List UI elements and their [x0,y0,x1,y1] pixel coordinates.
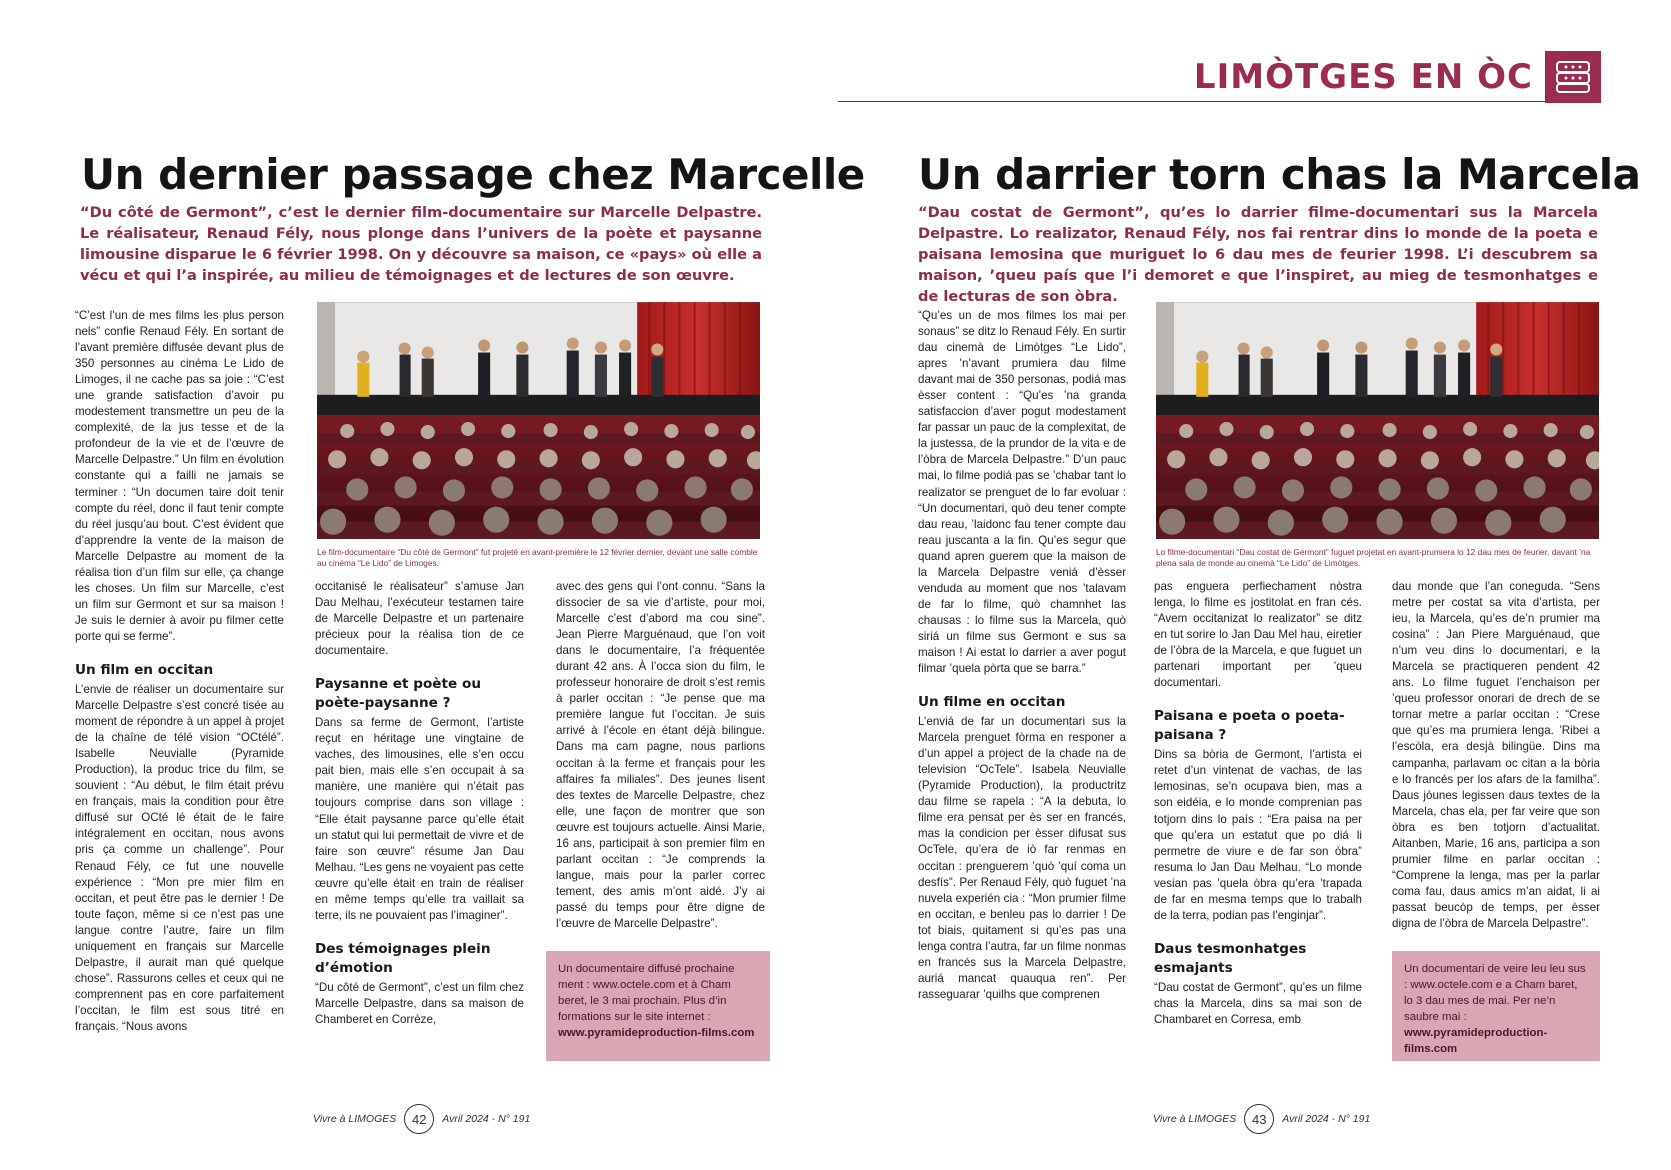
cinema-photo [1156,302,1599,539]
paragraph: avec des gens qui l’ont connu. “Sans la dissocier de sa vie d’artiste, pour moi, Marcelle c’est d’abord ma cou sine”. Jean Pierre Marguénaud, que l’on voit dans le documentaire, l’a fréquentée durant 42 ans. À l’occa sion du film, le professeur honoraire de droit s’est remis à parler occitan : “Je pense que ma première langue fut l’occitan. Je suis arrivé à l’école en étant déjà bilingue. Dans ma cam pagne, nous parlions occitan à la ferme et français pour les affaires fa miliales”. Des jeunes lisent des textes de Marcelle Delpastre, chez elle, une façon de montrer que son œuvre est toujours actuelle. Ainsi Marie, 16 ans, participait à son premier film en parlant occitan : “Je comprends la langue, mais pour la parler correc tement, des amis m’ont aidé. J’y ai passé du temps pour être digne de l’œuvre de Marcelle Delpastre”. [556,580,765,930]
paragraph: occitanisé le réalisateur” s’amuse Jan Dau Melhau, l’exécuteur testamen taire de Marcelle Delpastre et un partenaire précieux pour la réalisa tion de ce documentaire. [315,580,524,658]
info-link[interactable]: www.pyramideproduction-films.com [558,1027,755,1039]
info-box [1392,951,1600,1061]
footer-issue: Avril 2024 - N° 191 [442,1113,531,1125]
footer-magazine: Vivre à LIMOGES [1153,1113,1237,1125]
info-link[interactable]: www.pyramideproduction-films.com [1404,1027,1548,1055]
article-title: Un darrier torn chas la Marcela [918,150,1641,199]
paragraph: “C’est l’un de mes films les plus person nels” confie Renaud Fély. En sortant de l’avant première diffusée devant plus de 350 personnes au cinéma Le Lido de Limoges, il ne cache pas sa joie : “C’est une grande satisfaction d’avoir pu modestement transmettre un peu de la complexité, de la jus tesse et de la profondeur de la vie et de l’œuvre de Marcelle Delpastre.” Un film en évolution constante qui a failli ne jamais se terminer : “Un documen taire doit tenir compte du réel, donc il faut tenir compte du réel jusqu’au bout. C’est évident que d’apprendre la vente de la maison de Marcelle Delpastre au moment de la réalisa tion d’un film sur elle, ça change les choses. Un film sur Marcelle, c’est un film sur Germont et sur sa maison ! Je suis le dernier à avoir pu filmer cette porte qui se ferme”. [75,309,284,643]
column-3 [1392,579,1600,944]
page-number: 43 [1244,1104,1274,1134]
subheading: Des témoignages plein d’émotion [315,940,491,976]
page-number: 42 [404,1104,434,1134]
article-title: Un dernier passage chez Marcelle [81,150,865,199]
footer-issue: Avril 2024 - N° 191 [1282,1113,1371,1125]
paragraph: Dins sa bòria de Germont, l’artista ei retet d’un vintenat de vachas, de las lemosinas, se’n ocupava bien, mas a son eidéia, e lo monde comprenian pas totjorn dins lo país : “Era paisa na per que qu’era un estatut que po diá li permetre de viure e de far son òbra” resuma lo Jan Dau Melhau. “Lo monde vesian pas ’quela òbra qu’era ’trapada de far en mesma temps que lo trabalh de la terra, podian pas l’enginjar”. [1154,748,1362,922]
photo-caption: Le film-documentaire “Du côté de Germont” fut projeté en avant-première le 12 février dernier, devant une salle comble au cinéma “Le Lido” de Limoges. [317,547,758,568]
page-footer [313,1104,530,1134]
cinema-photo [317,302,760,539]
column-2 [315,579,524,1056]
paragraph: “Qu’es un de mos filmes los mai per sonaus” se ditz lo Renaud Fély. En surtir dau cinemà de Limòtges “Le Lido”, apres ’n’avant prumiera dau filme davant mai de 350 personas, podiá mas èsser content : “Qu’es ’na granda satisfaccion d’aver pogut modestament far passar un pauc de la complexitat, de la justessa, de la prundor de la vita e de l’òbra de Marcela Delpastre.” D’un pauc mai, lo filme podiá pas se ’chabar tant lo realizator se prenguet de lo far evoluar : “Un documentari, quò deu tener compte dau reau, ’laidonc fau tener compte dau reau juscanta a la fin. Qu’es segur que quand apren guerem que la maison de la Marcela Delpastre veniá d’èsser venduda au moment que nos ’talavam de far lo filme, quò chamnhet las chausas : lo filme sus la Marcela, quò siriá un filme sus Germont e sus sa maison ! Ai estat lo darrier a aver pogut filmar ’quela pòrta que se barra.” [918,309,1126,676]
column-2 [1154,579,1362,1056]
paragraph: L’enviá de far un documentari sus la Marcela prenguet fòrma en responer a d’un appel a project de la chade na de television “OcTele”. Isabela Neuvialle (Pyramide Production), la productritz dau filme se rapela : “A la debuta, lo filme era pensat per ès ser en francés, mas la condicion per èsser difusat sus OcTele, qu’era de iò far renmas en occitan : prenguerem ’quò ’quí coma un desfís”. Per Renaud Fély, quò fuguet ’na nuvela experién cia : “Mon prumier filme en occitan, e benleu pas lo darrier ! De tot biais, quitament si qu’es pas una lenga contra l’autra, far un filme nonmas en francés sus la Marcela Delpastre, auriá mancat quauqua ren”. Per rasseguarar ’quilhs que comprenen [918,715,1126,1001]
paragraph: pas enguera perfiechament nòstra lenga, lo filme es jostitolat en fran cés. “Avem occitanizat lo realizator” se ditz en tut sorire lo Jan Dau Mel hau, eiretier de l’òbra de la Marcela, e que fuguet un partenari important per ’queu documentari. [1154,580,1362,690]
column-1 [75,308,284,1056]
article-lede: “Du côté de Germont”, c’est le dernier film-documentaire sur Marcelle Delpastre. Le réalisateur, Renaud Fély, nous plonge dans l’univers de la poète et paysanne limousine disparue le 6 février 1998. On y découvre sa maison, ce «pays» où elle a vécu et qui l’a inspirée, au milieu de témoignages et de lectures de son œuvre. [80,204,762,284]
info-box [546,951,770,1061]
paragraph: Dans sa ferme de Germont, l’artiste reçut en héritage une vingtaine de vaches, des limousines, elle s’en occu pait bien, mais elle s’en occupait à sa manière, une manière qui n’était pas toujours comprise dans son village : “Elle était paysanne parce qu’elle était un statut qui lui permettait de vivre et de faire son œuvre” résume Jan Dau Melhau. “Les gens ne voyaient pas cette œuvre qu’elle était en train de réaliser en même temps qu’elle tra vaillait sa terre, ils ne pouvaient pas l’imaginer”. [315,716,524,922]
rubric-title: LIMÒTGES EN ÒC [1193,57,1533,97]
paragraph: “Du côté de Germont”, c’est un film chez Marcelle Delpastre, dans sa maison de Chamberet en Corrèze, [315,980,524,1026]
footer-magazine: Vivre à LIMOGES [313,1113,397,1125]
paragraph: dau monde que l’an coneguda. “Sens metre per costat sa vita d’artista, per ieu, la Marcela, qu’es de’n prumier ma cosina” : Jan Piere Marguénaud, que n’um veu dins lo documentari, e la Marcela se practiqueren pendent 42 ans. Lo filme fuguet l’enchaison per ’queu professor onorari de drech de se tornar metre a parlar occitan : “Crese que qu’es ma prumiera lenga. ’Ribei a l’escòla, era desjà bilingüe. Dins ma campanha, parlavam oc citan a la bòria e lo francés per los afars de la familha”. Daus jòunes legissen daus textes de la Marcela, chas ela, per far veire que son òbra es ben totjorn d’actualitat. Aitanben, Marie, 16 ans, participa a son prumier filme en parlar occitan : “Comprene la lenga, mas per la parlar coma fau, daus amics m’an aidat, li ai passat beucòp de temps, per èsser digna de l’òbra de Marcela Delpastre”. [1392,580,1600,930]
info-text: Un documentari de veire leu leu sus : www.octele.com e a Cham baret, lo 3 dau mes de mai. Per ne’n saubre mai : [1404,963,1586,1023]
subheading: Daus tesmonhatges esmajants [1154,940,1307,976]
column-3 [556,579,765,944]
article-lede: “Dau costat de Germont”, qu’es lo darrier filme-documentari sus la Marcela Delpastre. Lo realizator, Renaud Fély, nos fai rentrar dins lo monde de la poeta e paisana lemosina que muriguet lo 6 dau mes de feurier 1998. L’i descubrem sa maison, ’queu país que l’i demoret e que l’inspiret, au mieg de tesmonhatges e de lecturas de son òbra. [918,204,1598,305]
subheading: Un film en occitan [75,661,214,678]
info-text: Un documentaire diffusé prochaine ment : www.octele.com et à Cham beret, le 3 mai prochain. Plus d’in formations sur le site internet : [558,963,735,1023]
subheading: Un filme en occitan [918,694,1066,711]
photo-caption: Lo filme-documentari “Dau costat de Germont” fuguet projetat en avant-prumiera lo 12 dau mes de feurier, davant ’na plena sala de monde au cinemà “Le Lido” de Limòtges. [1156,547,1591,568]
subheading: Paisana e poeta o poeta-paisana ? [1154,708,1345,744]
paragraph: “Dau costat de Germont”, qu’es un filme chas la Marcela, dins sa mai son de Chambaret en Corresa, emb [1154,980,1362,1026]
column-1 [918,308,1126,1056]
paragraph: L’envie de réaliser un documentaire sur Marcelle Delpastre s’est concré tisée au moment de répondre à un appel à projet de la chaîne de télé vision “OCtélé”. Isabelle Neuvialle (Pyramide Production), la produc trice du film, se souvient : “Au début, le film était prévu en français, mais la condition pour être diffusé sur OCté lé était de le faire intégralement en occitan, nous avons pris ça comme un challenge”. Pour Renaud Fély, ce fut une nouvelle expérience : “Mon pre mier film en occitan, et peut être pas le dernier ! De toute façon, même si ce n’est pas une langue contre l’autre, faire un film uniquement en français sur Marcelle Delpastre, il aurait man qué quelque chose”. Rassurons celles et ceux qui ne comprennent pas en core parfaitement l’occitan, le film est sous titré en français. “Nous avons [75,682,284,1033]
page-footer [1153,1104,1370,1134]
page-right [836,0,1671,1170]
subheading: Paysanne et poète ou poète-paysanne ? [315,676,481,712]
